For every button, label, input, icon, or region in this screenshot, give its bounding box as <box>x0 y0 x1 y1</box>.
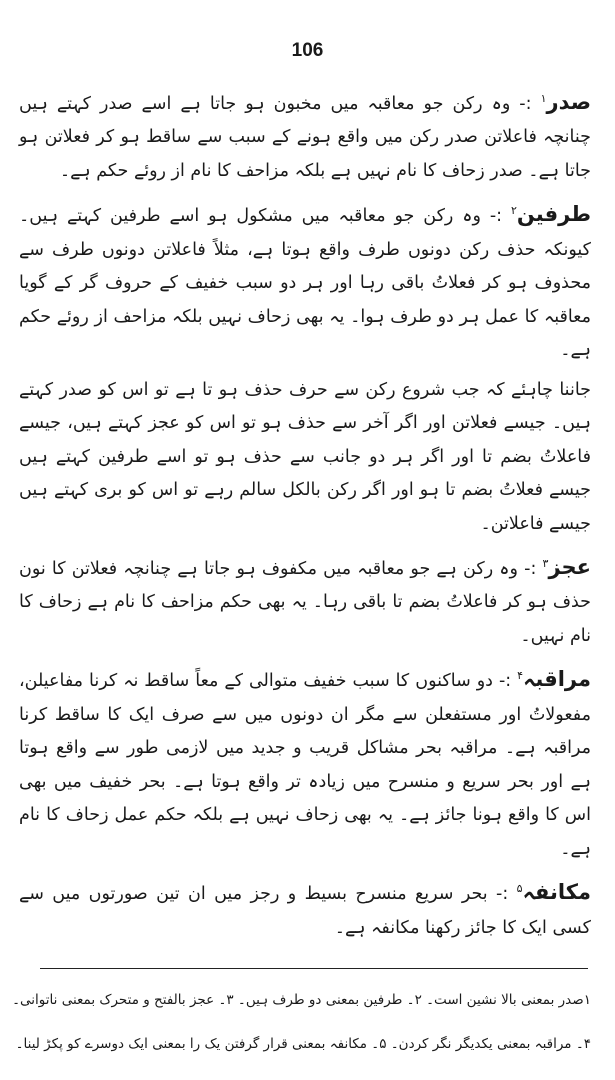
paragraph-muraqaba <box>19 659 591 866</box>
footnote-marker: ۱ <box>540 92 547 105</box>
footnote-line: ۴۔ مراقبہ بمعنی یکدیگر نگر کردن۔ ۵۔ مکانفہ بمعنی قرار گرفتن یک را بمعنی ایک دوسرے کو پکڑ لینا۔ <box>15 1036 591 1052</box>
paragraph-note <box>19 374 591 542</box>
term-heading: صدر <box>546 89 591 114</box>
paragraph-text: جاننا چاہئے کہ جب شروع رکن سے حرف حذف ہو تا ہے تو اس کو صدر کہتے ہیں۔ جیسے فعلاتن اور اگر آخر سے حذف ہو تو اس کو عجز کہتے ہیں، جیسے فاعلاتُ بضم تا اور اگر ہر دو جانب سے حذف ہو تو اسے طرفین کہتے ہیں جیسے فعلاتُ بضم تا ہو اور اگر رکن بالکل سالم رہے تو اس کو بری کہتے ہیں جیسے فاعلاتن۔ <box>19 379 591 534</box>
footnote-marker: ۲ <box>510 204 517 218</box>
footnote-marker: ۴ <box>517 669 524 683</box>
paragraph-ajz <box>19 547 591 653</box>
footnote-marker: ۳ <box>542 557 549 571</box>
page-body <box>19 82 591 951</box>
footnotes <box>12 978 591 1066</box>
term-heading: مکانفہ <box>522 880 591 905</box>
page-number: 106 <box>291 40 324 61</box>
paragraph-text: :- دو ساکنوں کا سبب خفیف متوالی کے معاً ساقط نہ کرنا مفاعیلن، مفعولاتُ اور مستفعلن سے مگر ان دونوں میں سے صرف ایک کا ساقط کرنا مراقبہ ہے۔ مراقبہ بحر مشاکل قریب و جدید میں لازمی طور سے واقع ہوتا ہے اور بحر سریع و منسرح میں زیادہ تر واقع ہوتا ہے۔ بحر خفیف میں بھی اس کا واقع ہونا جائز ہے۔ یہ بھی زحاف نہیں ہے بلکہ حکم عمل زحاف کا نام ہے۔ <box>19 671 591 859</box>
paragraph-text: :- وہ رکن جو معاقبہ میں مشکول ہو اسے طرفین کہتے ہیں۔ کیونکہ حذف رکن دونوں طرف واقع ہوتا ہے، مثلاً فاعلاتن دونوں طرف سے محذوف ہو کر فعلاتُ باقی رہا اور ہر دو سبب خفیف کے حروف گر کے گویا معاقبہ کا عمل ہر دو طرف ہوا۔ یہ بھی زحاف نہیں بلکہ مزاحف از روئے حکم ہے۔ <box>19 206 591 361</box>
footnote-marker: ۵ <box>516 882 523 896</box>
footnote-line: ۱صدر بمعنی بالا نشین است۔ ۲۔ طرفین بمعنی دو طرف ہیں۔ ۳۔ عجز بالفتح و متحرک بمعنی ناتوانی۔ <box>12 992 591 1008</box>
paragraph-tarafain <box>19 194 591 367</box>
term-heading: مراقبہ <box>523 667 591 692</box>
paragraph-sadr <box>19 82 591 188</box>
footnote-divider <box>40 968 588 969</box>
term-heading: طرفین <box>516 202 591 227</box>
term-heading: عجز <box>548 554 591 579</box>
paragraph-mukanafa <box>19 872 591 945</box>
paragraph-text: :- وہ رکن جو معاقبہ میں مخبون ہو جاتا ہے اسے صدر کہتے ہیں چنانچہ فاعلاتن صدر رکن میں واقع ہونے کے سبب سے ساقط ہو کر فعلاتن ہو جاتا ہے۔ صدر زحاف کا نام نہیں ہے بلکہ مزاحف کا نام از روئے حکم ہے۔ <box>19 93 591 181</box>
paragraph-text: :- بحر سریع منسرح بسیط و رجز میں ان تین صورتوں میں سے کسی ایک کا جائز رکھنا مکانفہ ہے۔ <box>19 884 591 938</box>
paragraph-text: :- وہ رکن ہے جو معاقبہ میں مکفوف ہو جاتا ہے چنانچہ فعلاتن کا نون حذف ہو کر فاعلاتُ بضم تا باقی رہا۔ یہ بھی حکم مزاحف کا نام ہے زحاف کا نام نہیں۔ <box>19 558 591 646</box>
